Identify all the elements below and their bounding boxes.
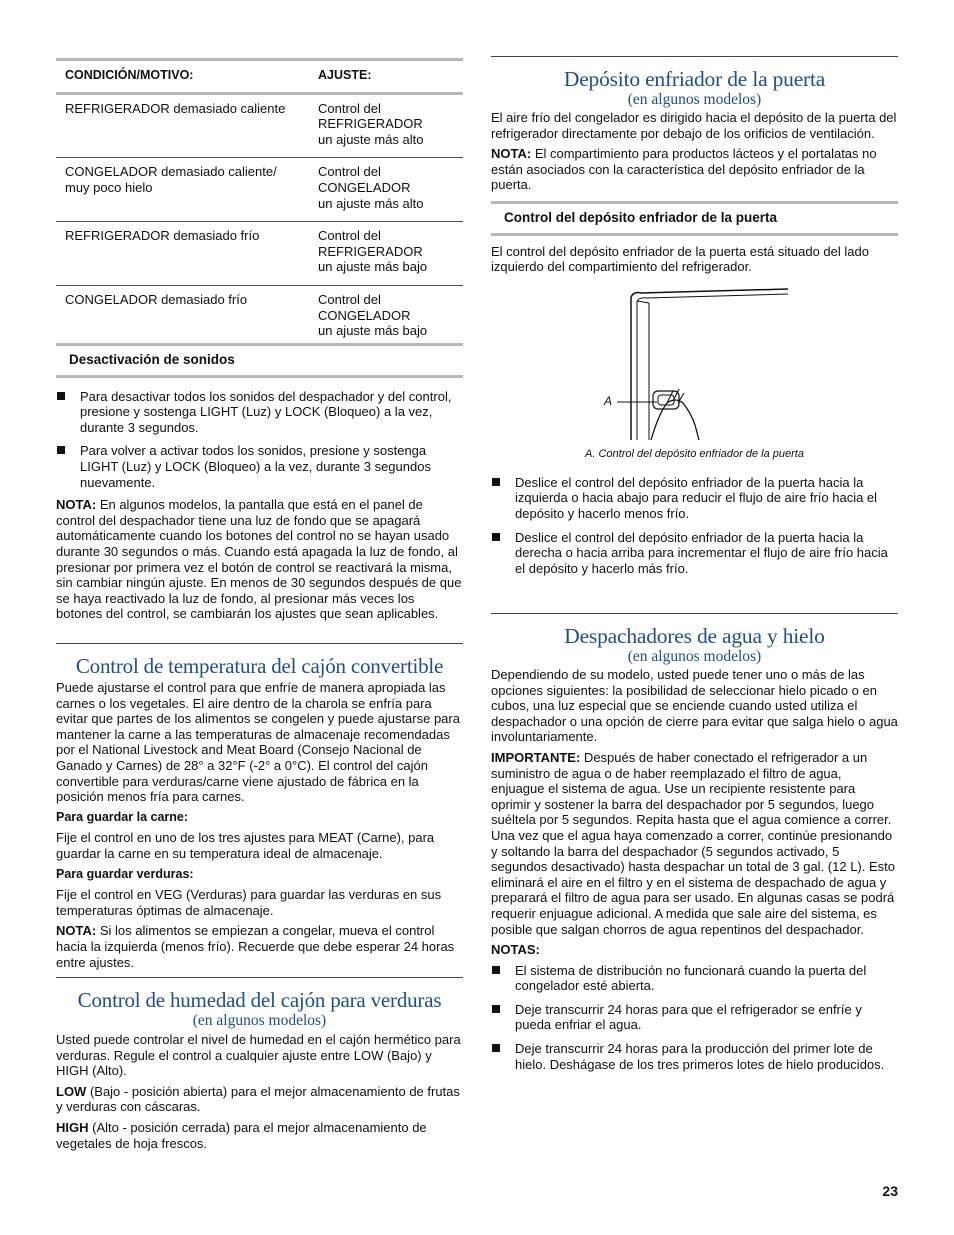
door-bin-subtitle: (en algunos modelos) bbox=[627, 91, 762, 108]
page-number: 23 bbox=[882, 1183, 898, 1199]
dispensers-section bbox=[491, 613, 898, 1080]
figure-caption: A. Control del depósito enfriador de la puerta bbox=[585, 447, 804, 460]
table-cell-condition: CONGELADOR demasiado frío bbox=[65, 291, 248, 307]
bullet-square-icon bbox=[492, 966, 500, 974]
figure-label-a: A bbox=[604, 393, 613, 408]
veg-heading: Para guardar verduras: bbox=[56, 866, 194, 881]
door-bin-title: Depósito enfriador de la puerta bbox=[563, 67, 826, 91]
table-row bbox=[56, 158, 463, 222]
humidity-high: HIGH (Alto - posición cerrada) para el mejor almacenamiento de vegetales de hoja frescos. bbox=[56, 1119, 427, 1151]
humidity-intro: Usted puede controlar el nivel de humedad en el cajón hermético para verduras. Regule el control a cualquier ajuste entre LOW (Bajo) y HIGH (Alto). bbox=[56, 1032, 461, 1079]
veg-text: Fije el control en VEG (Verduras) para guardar las verduras en sus temperaturas óptimas de almacenaje. bbox=[56, 887, 442, 918]
humidity-section bbox=[56, 977, 463, 1156]
sounds-heading: Desactivación de sonidos bbox=[56, 343, 463, 378]
table-header-condition: CONDICIÓN/MOTIVO: bbox=[56, 60, 309, 94]
table-cell-adjustment: Control del REFRIGERADOR un ajuste más alto bbox=[309, 93, 463, 158]
door-bin-note: NOTA: El compartimiento para productos lácteos y el portalatas no están asociados con la característica del depósito enfriador de la puerta. bbox=[491, 146, 877, 193]
table-row bbox=[56, 93, 463, 158]
door-bin-figure bbox=[491, 285, 898, 463]
dispensers-subtitle: (en algunos modelos) bbox=[627, 648, 762, 665]
meat-text: Fije el control en uno de los tres ajustes para MEAT (Carne), para guardar la carne en su temperatura ideal de almacenaje. bbox=[56, 830, 435, 861]
bullet-square-icon bbox=[492, 533, 500, 541]
table-cell-adjustment: Control del CONGELADOR un ajuste más bajo bbox=[318, 291, 428, 339]
list-item: Deslice el control del depósito enfriador de la puerta hacia la izquierda o hacia abajo para reducir el flujo de aire frío hacia el depósito y hacerlo menos frío. bbox=[491, 475, 898, 522]
sounds-note: NOTA: En algunos modelos, la pantalla que está en el panel de control del despachador tiene una luz de fondo que se apagará automáticamente cuando los botones del control no se hayan usado durante 30 segundos o más. Cuando está apagada la luz de fondo, al presionar por primera vez el botón de control se reactivará la misma, sin cambiar ningún ajuste. En menos de 30 segundos después de que se haya reactivado la luz de fondo, al presionar más veces los botones del control, se cambiarán los ajustes que sean aplicables. bbox=[56, 497, 462, 622]
convertible-section bbox=[56, 643, 463, 975]
bullet-square-icon bbox=[492, 1044, 500, 1052]
door-bin-control-heading: Control del depósito enfriador de la puerta bbox=[491, 201, 898, 236]
humidity-low: LOW (Bajo - posición abierta) para el mejor almacenamiento de frutas y verduras con cáscaras. bbox=[56, 1083, 460, 1115]
dispensers-title: Despachadores de agua y hielo bbox=[564, 624, 825, 648]
bullet-square-icon bbox=[57, 392, 65, 400]
dispensers-intro: Dependiendo de su modelo, usted puede tener uno o más de las opciones siguientes: la posibilidad de seleccionar hielo picado o en cubos, una luz especial que se enciende cuando usted utiliza el despachador o una opción de cierre para evitar que salga hielo o agua involuntariamente. bbox=[491, 667, 898, 745]
table-cell-condition: REFRIGERADOR demasiado caliente bbox=[56, 93, 309, 158]
sounds-section bbox=[56, 343, 463, 627]
door-bin-control-text: El control del depósito enfriador de la puerta está situado del lado izquierdo del compartimiento del refrigerador. bbox=[491, 243, 869, 275]
convertible-note: NOTA: Si los alimentos se empiezan a congelar, mueva el control hacia la izquierda (menos frío). Recuerde que debe esperar 24 horas entre ajustes. bbox=[56, 923, 455, 970]
convertible-intro: Puede ajustarse el control para que enfríe de manera apropiada las carnes o los vegetales. El aire dentro de la charola se enfría para evitar que partes de los alimentos se congelen y puede ajustarse para mantener la carne a las temperaturas de almacenaje recomendadas por el National Livestock and Meat Board (Consejo Nacional de Ganado y Carnes) de 28° a 32°F (-2° a 0°C). El control del cajón convertible para verduras/carne viene ajustado de fábrica en la posición menos fría para carnes. bbox=[56, 680, 460, 805]
dispensers-important: IMPORTANTE: Después de haber conectado el refrigerador a un suministro de agua o de haber reemplazado el filtro de agua, enjuague el sistema de agua. Use un recipiente resistente para oprimir y sostener la barra del despachador por 5 segundos, luego suéltela por 5 segundos. Repita hasta que el agua comience a correr. Una vez que el agua haya comenzado a correr, continúe presionando y soltando la barra del despachador (5 segundos activado, 5 segundos desactivado) hasta despachar un total de 3 gal. (12 L). Esto eliminará el aire en el filtro y en el sistema de despachado de agua y preparará el filtro de agua para ser usado. En algunas casas se podrá requerir enjuague adicional. A medida que sale aire del sistema, es posible que salgan chorros de agua repentinos del despachador. bbox=[491, 749, 895, 937]
bullet-square-icon bbox=[492, 1005, 500, 1013]
refrigerator-door-illustration bbox=[491, 285, 898, 445]
door-bin-section bbox=[491, 56, 898, 584]
adjustment-table bbox=[56, 58, 463, 349]
list-item: Para volver a activar todos los sonidos, presione y sostenga LIGHT (Luz) y LOCK (Bloqueo) a la vez, durante 3 segundos nuevamente. bbox=[56, 443, 463, 490]
table-header-adjustment: AJUSTE: bbox=[309, 60, 463, 94]
table-row bbox=[56, 285, 463, 348]
door-bin-intro: El aire frío del congelador es dirigido hacia el depósito de la puerta del refrigerador directamente por debajo de los orificios de ventilación. bbox=[491, 110, 897, 141]
list-item: Para desactivar todos los sonidos del despachador y del control, presione y sostenga LIGHT (Luz) y LOCK (Bloqueo) a la vez, durante 3 segundos. bbox=[56, 389, 463, 436]
convertible-title: Control de temperatura del cajón convertible bbox=[75, 654, 444, 678]
table-cell-adjustment: Control del CONGELADOR un ajuste más alto bbox=[309, 158, 463, 222]
list-item: El sistema de distribución no funcionará cuando la puerta del congelador esté abierta. bbox=[491, 963, 898, 994]
table-cell-condition: CONGELADOR demasiado caliente/ muy poco hielo bbox=[56, 158, 309, 222]
table-cell-condition: REFRIGERADOR demasiado frío bbox=[56, 222, 309, 286]
notes-heading: NOTAS: bbox=[491, 942, 540, 958]
bullet-square-icon bbox=[57, 446, 65, 454]
bullet-square-icon bbox=[492, 478, 500, 486]
humidity-title: Control de humedad del cajón para verduras bbox=[77, 988, 442, 1012]
list-item: Deje transcurrir 24 horas para la producción del primer lote de hielo. Deshágase de los tres primeros lotes de hielo producidos. bbox=[491, 1041, 898, 1072]
list-item: Deje transcurrir 24 horas para que el refrigerador se enfríe y pueda enfriar el agua. bbox=[491, 1002, 898, 1033]
table-row bbox=[56, 222, 463, 286]
list-item: Deslice el control del depósito enfriador de la puerta hacia la derecha o hacia arriba para incrementar el flujo de aire frío hacia el depósito y hacerlo más frío. bbox=[491, 530, 898, 577]
meat-heading: Para guardar la carne: bbox=[56, 809, 189, 824]
humidity-subtitle: (en algunos modelos) bbox=[192, 1012, 327, 1029]
table-cell-adjustment: Control del REFRIGERADOR un ajuste más bajo bbox=[309, 222, 463, 286]
